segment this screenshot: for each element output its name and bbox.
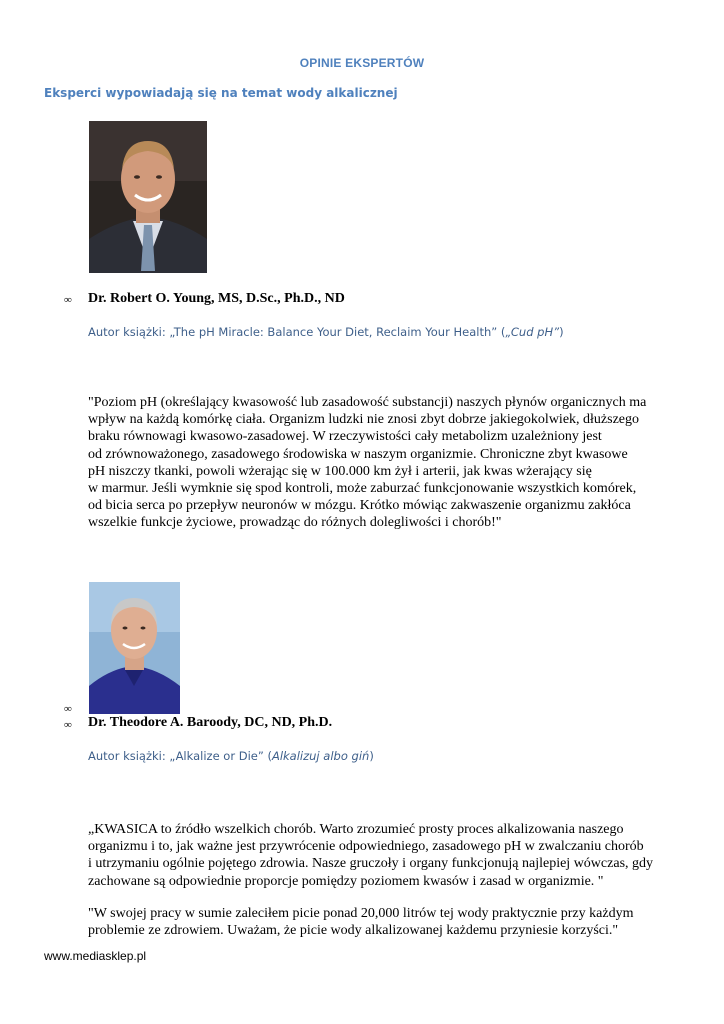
list-bullet: ∞ (64, 703, 72, 715)
expert-photo-young (89, 121, 207, 273)
list-bullet: ∞ (64, 294, 72, 306)
expert-quote: „KWASICA to źródło wszelkich chorób. Warto zrozumieć prosty proces alkalizowania naszego organizmu i to, jak ważne jest przywrócenie odpowiedniego, zasadowego pH w zwalczaniu chorób i utrzymaniu ogólnie pojętego zdrowia. Nasze gruczoły i organy funkcjonują najlepiej wówczas, gdy zachowane są odpowiednie proporcje pomiędzy poziomem kwasów i zasad w organizmie. " (88, 822, 654, 889)
expert-book: Autor książki: „Alkalize or Die” (Alkalizuj albo giń) (88, 749, 374, 763)
list-bullet: ∞ (64, 719, 72, 731)
page-title: OPINIE EKSPERTÓW (299, 56, 425, 70)
expert-book: Autor książki: „The pH Miracle: Balance Your Diet, Reclaim Your Health” („Cud pH”) (88, 325, 564, 339)
page-subtitle: Eksperci wypowiadają się na temat wody alkalicznej (44, 86, 398, 100)
expert-name: Dr. Robert O. Young, MS, D.Sc., Ph.D., ND (88, 291, 345, 306)
expert-photo-baroody (89, 582, 180, 714)
footer-url: www.mediasklep.pl (44, 949, 147, 963)
expert-quote: "Poziom pH (określający kwasowość lub zasadowość substancji) naszych płynów organicznych ma wpływ na każdą komórkę ciała. Organizm ludzki nie znosi zbyt dobrze jakiegokolwiek, dłuższego braku równowagi kwasowo-zasadowej. W rzeczywistości cały metabolizm uzależniony jest od zrównoważonego, zasadowego środowiska w naszym organizmie. Chroniczne zbyt kwasowe pH niszczy tkanki, powoli wżerając się w 100.000 km żył i arterii, jak kwas wżerający się w marmur. Jeśli wymknie się spod kontroli, może zaburzać funkcjonowanie wszystkich komórek, od bicia serca po przepływ neuronów w mózgu. Krótko mówiąc zakwaszenie organizmu zakłóca wszelkie funkcje życiowe, prowadząc do różnych dolegliwości i chorób!" (88, 395, 647, 531)
expert-quote-2: "W swojej pracy w sumie zaleciłem picie ponad 20,000 litrów tej wody praktycznie przy każdym problemie ze zdrowiem. Uważam, że picie wody alkalizowanej każdemu przyniesie korzyści." (88, 906, 634, 939)
expert-name: Dr. Theodore A. Baroody, DC, ND, Ph.D. (88, 715, 333, 730)
